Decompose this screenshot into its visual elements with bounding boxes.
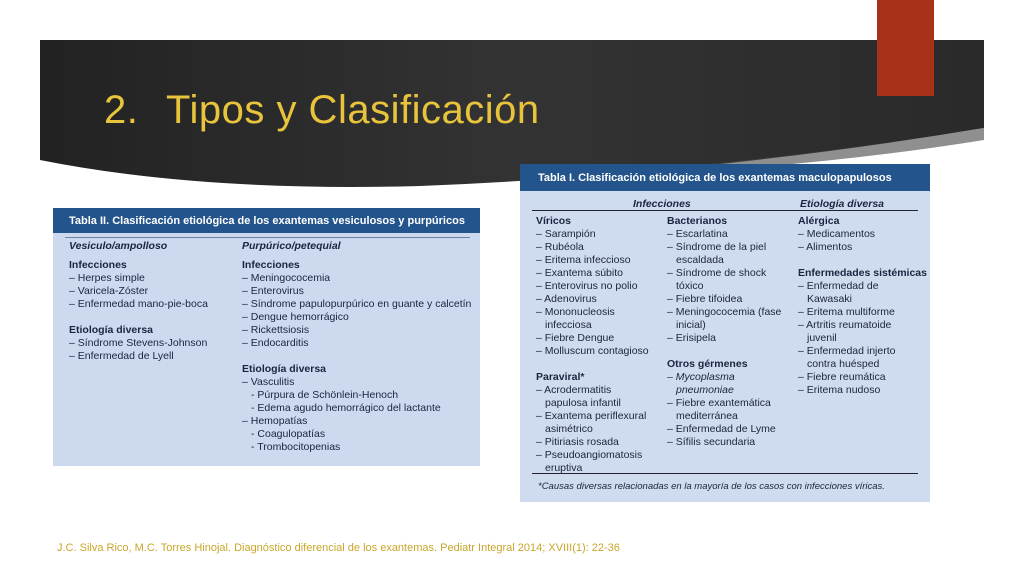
table-ii-right-column xyxy=(242,240,471,454)
list-item: – Fiebre Dengue xyxy=(536,332,615,344)
list-item: – Enfermedad de Lyme xyxy=(667,423,776,435)
list-item: – Enfermedad injerto xyxy=(798,345,896,357)
column-bacterianos xyxy=(667,215,781,449)
list-item: contra huésped xyxy=(807,358,880,370)
list-item: – Erisipela xyxy=(667,332,717,344)
heading-vesiculo: Vesiculo/ampolloso xyxy=(69,240,168,252)
list-item: – Artritis reumatoide xyxy=(798,319,892,331)
section-infecciones: Infecciones xyxy=(633,198,691,210)
group-title: Enfermedades sistémicas xyxy=(798,267,927,279)
list-item: - Púrpura de Schönlein-Henoch xyxy=(251,389,399,401)
section-etiologia: Etiología diversa xyxy=(800,198,885,210)
list-item: – Exantema periflexural xyxy=(536,410,647,422)
list-item: – Acrodermatitis xyxy=(536,384,612,396)
list-item: – Enterovirus no polio xyxy=(536,280,638,292)
list-item: – Varicela-Zóster xyxy=(69,285,149,297)
list-item: – Alimentos xyxy=(798,241,853,253)
list-item: – Eritema nudoso xyxy=(798,384,881,396)
citation: J.C. Silva Rico, M.C. Torres Hinojal. Diagnóstico diferencial de los exantemas. Pediatr Integral 2014; XVIII(1): 22-36 xyxy=(57,542,620,554)
list-item: pneumoniae xyxy=(676,384,734,396)
list-item: – Fiebre exantemática xyxy=(667,397,771,409)
group-title: Paraviral* xyxy=(536,371,585,383)
list-item: – Eritema infeccioso xyxy=(536,254,631,266)
list-item: – Eritema multiforme xyxy=(798,306,895,318)
table-i xyxy=(520,164,930,502)
list-item: – Síndrome de shock xyxy=(667,267,767,279)
list-item: – Adenovirus xyxy=(536,293,597,305)
list-item: – Herpes simple xyxy=(69,272,145,284)
list-item: – Escarlatina xyxy=(667,228,728,240)
table-ii-left-column xyxy=(69,240,208,363)
group-title: Infecciones xyxy=(242,259,300,271)
heading-purpurico: Purpúrico/petequial xyxy=(242,240,341,252)
list-item: – Fiebre tifoidea xyxy=(667,293,743,305)
list-item: infecciosa xyxy=(545,319,592,331)
list-item: – Vasculitis xyxy=(242,376,295,388)
group-title: Etiología diversa xyxy=(242,363,327,375)
group-title: Infecciones xyxy=(69,259,127,271)
list-item: – Molluscum contagioso xyxy=(536,345,649,357)
list-item: – Enterovirus xyxy=(242,285,304,297)
list-item: – Medicamentos xyxy=(798,228,876,240)
list-item: – Sarampión xyxy=(536,228,596,240)
table-i-top-rule xyxy=(532,210,918,211)
list-item: asimétrico xyxy=(545,423,593,435)
list-item: – Meningococemia xyxy=(242,272,331,284)
list-item: – Exantema súbito xyxy=(536,267,623,279)
group-title: Bacterianos xyxy=(667,215,728,227)
list-item: papulosa infantil xyxy=(545,397,621,409)
list-item: – Rickettsiosis xyxy=(242,324,310,336)
list-item: – Sífilis secundaria xyxy=(667,436,756,448)
accent-bar xyxy=(877,0,934,96)
column-etiologia xyxy=(798,215,927,397)
list-item: – Hemopatías xyxy=(242,415,308,427)
title-text: Tipos y Clasificación xyxy=(166,88,540,132)
list-item: juvenil xyxy=(807,332,837,344)
group-title: Etiología diversa xyxy=(69,324,154,336)
slide-title xyxy=(104,88,540,133)
list-item: – Mononucleosis xyxy=(536,306,615,318)
table-ii-caption: Tabla II. Clasificación etiológica de los exantemas vesiculosos y purpúricos xyxy=(53,208,480,233)
group-title: Alérgica xyxy=(798,215,840,227)
list-item: – Síndrome Stevens-Johnson xyxy=(69,337,208,349)
list-item: – Dengue hemorrágico xyxy=(242,311,349,323)
list-item: – Síndrome de la piel xyxy=(667,241,767,253)
list-item: – Síndrome papulopurpúrico en guante y calcetín xyxy=(242,298,472,310)
list-item: – Pseudoangiomatosis xyxy=(536,449,643,461)
column-viricos xyxy=(536,215,649,475)
list-item: – Meningococemia (fase xyxy=(667,306,782,318)
title-number: 2. xyxy=(104,88,139,132)
list-item: - Trombocitopenias xyxy=(251,441,341,453)
list-item: – Enfermedad mano-pie-boca xyxy=(69,298,208,310)
table-i-footnote: *Causas diversas relacionadas en la mayoría de los casos con infecciones víricas. xyxy=(538,481,885,492)
list-item: – Pitiriasis rosada xyxy=(536,436,619,448)
table-i-bottom-rule xyxy=(532,473,918,474)
list-item: escaldada xyxy=(676,254,724,266)
list-item: - Coagulopatías xyxy=(251,428,326,440)
list-item: – Mycoplasma xyxy=(667,371,735,383)
list-item: mediterránea xyxy=(676,410,738,422)
list-item: Kawasaki xyxy=(807,293,852,305)
list-item: tóxico xyxy=(676,280,704,292)
table-i-caption: Tabla I. Clasificación etiológica de los exantemas maculopapulosos xyxy=(520,164,930,191)
table-ii-rule xyxy=(65,237,470,238)
list-item: eruptiva xyxy=(545,462,583,474)
group-title: Otros gérmenes xyxy=(667,358,748,370)
list-item: – Endocarditis xyxy=(242,337,309,349)
table-ii xyxy=(53,208,480,466)
list-item: inicial) xyxy=(676,319,706,331)
list-item: – Enfermedad de xyxy=(798,280,879,292)
list-item: – Enfermedad de Lyell xyxy=(69,350,174,362)
list-item: – Rubéola xyxy=(536,241,584,253)
list-item: - Edema agudo hemorrágico del lactante xyxy=(251,402,441,414)
group-title: Víricos xyxy=(536,215,572,227)
list-item: – Fiebre reumática xyxy=(798,371,886,383)
